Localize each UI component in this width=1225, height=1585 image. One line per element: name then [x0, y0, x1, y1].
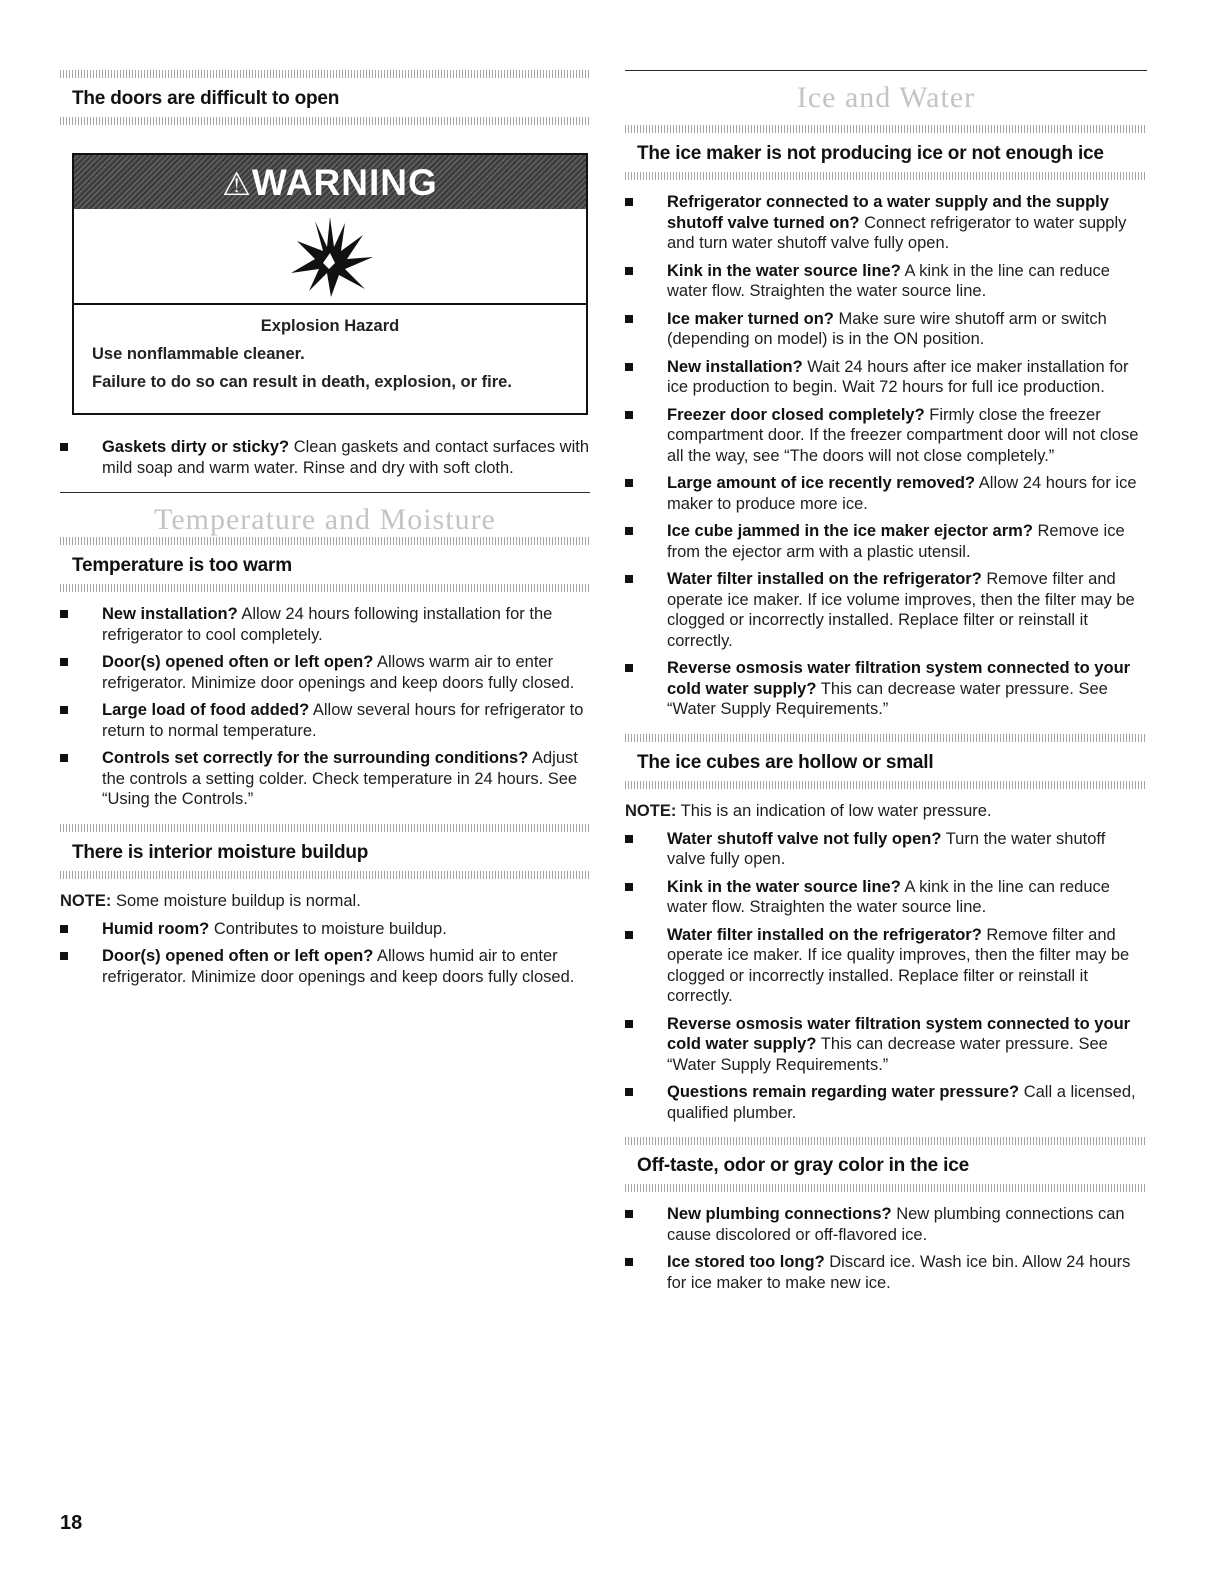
- hollow-heading-block: [625, 734, 1147, 789]
- item-question: Humid room?: [102, 919, 210, 938]
- dotted-rule: [60, 824, 590, 832]
- left-column: [60, 70, 590, 994]
- too-warm-heading: Temperature is too warm: [72, 555, 292, 576]
- item-question: Water filter installed on the refrigerator?: [667, 570, 982, 588]
- warning-text: [74, 305, 586, 413]
- list-item: [60, 700, 590, 741]
- item-answer: Wait 24 hours after ice maker installation for ice production to begin. Wait 72 hours for full ice production.: [667, 357, 1129, 396]
- item-answer: A kink in the line can reduce water flow. Straighten the water source line.: [667, 877, 1110, 916]
- dotted-rule: [60, 584, 590, 592]
- list-item: [625, 925, 1147, 1007]
- doors-list: [60, 437, 590, 478]
- note-text: Some moisture buildup is normal.: [115, 891, 361, 910]
- moisture-note: [60, 891, 590, 911]
- dotted-rule: [60, 871, 590, 879]
- explosion-icon: [285, 213, 375, 299]
- item-answer: Allows warm air to enter refrigerator. Minimize door openings and keep doors fully closed.: [102, 653, 575, 692]
- dotted-rule: [60, 70, 590, 78]
- item-question: Water filter installed on the refrigerator?: [667, 925, 982, 944]
- item-question: Reverse osmosis water filtration system connected to your cold water supply?: [667, 1014, 1131, 1053]
- item-question: New installation?: [667, 357, 803, 376]
- warning-line-1: Use nonflammable cleaner.: [92, 345, 305, 363]
- warning-line-2: Failure to do so can result in death, explosion, or fire.: [92, 373, 512, 391]
- too-warm-heading-block: [60, 537, 590, 592]
- list-item: [625, 405, 1147, 467]
- list-item: [60, 946, 590, 987]
- list-item: [625, 1082, 1147, 1123]
- item-answer: Allow 24 hours for ice maker to produce more ice.: [667, 474, 1137, 513]
- item-answer: Remove filter and operate ice maker. If ice volume improves, then the filter may be clogged or incorrectly installed. Replace filter or reinstall it correctly.: [667, 570, 1135, 650]
- list-item: [625, 829, 1147, 870]
- item-answer: This can decrease water pressure. See “Water Supply Requirements.”: [667, 1035, 1108, 1074]
- item-question: Controls set correctly for the surrounding conditions?: [102, 749, 529, 767]
- item-question: Gaskets dirty or sticky?: [102, 438, 290, 456]
- section-title-temperature: Temperature and Moisture: [60, 492, 590, 537]
- item-answer: Firmly close the freezer compartment door. If the freezer compartment door will not close all the way, see “The doors will not close completely.”: [667, 405, 1139, 465]
- note-label: NOTE:: [625, 801, 677, 820]
- not-producing-heading: The ice maker is not producing ice or not enough ice: [637, 143, 1104, 164]
- off-taste-list: [625, 1204, 1147, 1293]
- item-question: New installation?: [102, 605, 238, 623]
- dotted-rule: [625, 1137, 1147, 1145]
- list-item: [625, 877, 1147, 918]
- item-answer: Make sure wire shutoff arm or switch (depending on model) is in the ON position.: [667, 309, 1107, 348]
- list-item: [625, 569, 1147, 651]
- item-question: Refrigerator connected to a water supply and the supply shutoff valve turned on?: [667, 193, 1109, 232]
- item-question: Reverse osmosis water filtration system connected to your cold water supply?: [667, 659, 1131, 698]
- dotted-rule: [625, 1184, 1147, 1192]
- item-question: Ice cube jammed in the ice maker ejector arm?: [667, 522, 1033, 540]
- hollow-list: [625, 829, 1147, 1124]
- dotted-rule: [625, 125, 1147, 133]
- right-column: [625, 70, 1147, 1300]
- warning-title: WARNING: [251, 162, 438, 203]
- doors-heading-block: [60, 70, 590, 125]
- item-answer: Remove filter and operate ice maker. If ice quality improves, then the filter may be clogged or incorrectly installed. Replace filter or reinstall it correctly.: [667, 925, 1130, 1005]
- moisture-list: [60, 919, 590, 988]
- list-item: [625, 1252, 1147, 1293]
- item-question: Door(s) opened often or left open?: [102, 653, 374, 671]
- warning-hazard: Explosion Hazard: [260, 317, 400, 335]
- list-item: [60, 604, 590, 645]
- note-label: NOTE:: [60, 891, 112, 910]
- item-question: Large load of food added?: [102, 701, 310, 719]
- section-title-ice-water: Ice and Water: [625, 70, 1147, 115]
- item-answer: Connect refrigerator to water supply and turn water shutoff valve fully open.: [667, 213, 1127, 252]
- item-answer: Contributes to moisture buildup.: [213, 919, 447, 938]
- item-answer: Adjust the controls a setting colder. Check temperature in 24 hours. See “Using the Controls.”: [102, 749, 578, 808]
- list-item: [625, 521, 1147, 562]
- moisture-heading: There is interior moisture buildup: [72, 841, 369, 863]
- item-question: Freezer door closed completely?: [667, 405, 925, 424]
- list-item: [60, 919, 590, 940]
- dotted-rule: [60, 537, 590, 545]
- item-question: Kink in the water source line?: [667, 261, 901, 280]
- too-warm-list: [60, 604, 590, 810]
- item-question: New plumbing connections?: [667, 1205, 892, 1223]
- item-answer: A kink in the line can reduce water flow. Straighten the water source line.: [667, 261, 1110, 300]
- item-answer: Remove ice from the ejector arm with a plastic utensil.: [667, 522, 1125, 561]
- page-number: 18: [60, 1512, 83, 1534]
- explosion-icon-area: [74, 209, 586, 305]
- item-question: Large amount of ice recently removed?: [667, 474, 976, 492]
- warning-header: [74, 155, 586, 209]
- dotted-rule: [625, 781, 1147, 789]
- item-question: Questions remain regarding water pressure?: [667, 1083, 1020, 1101]
- list-item: [625, 1204, 1147, 1245]
- item-answer: Discard ice. Wash ice bin. Allow 24 hours for ice maker to make new ice.: [667, 1253, 1131, 1292]
- dotted-rule: [625, 734, 1147, 742]
- list-item: [625, 261, 1147, 302]
- item-answer: New plumbing connections can cause discolored or off-flavored ice.: [667, 1205, 1125, 1244]
- item-question: Ice stored too long?: [667, 1253, 825, 1271]
- list-item: [60, 437, 590, 478]
- list-item: [625, 658, 1147, 720]
- item-question: Water shutoff valve not fully open?: [667, 829, 942, 848]
- item-answer: This can decrease water pressure. See “Water Supply Requirements.”: [667, 679, 1108, 718]
- item-answer: Allow 24 hours following installation for the refrigerator to cool completely.: [102, 605, 553, 644]
- warning-triangle-icon: ⚠: [222, 166, 252, 202]
- dotted-rule: [625, 172, 1147, 180]
- list-item: [625, 1014, 1147, 1076]
- item-answer: Turn the water shutoff valve fully open.: [667, 829, 1106, 868]
- off-taste-heading: Off-taste, odor or gray color in the ice: [637, 1155, 969, 1176]
- not-producing-list: [625, 192, 1147, 720]
- list-item: [60, 748, 590, 810]
- item-answer: Call a licensed, qualified plumber.: [667, 1083, 1136, 1122]
- moisture-heading-block: [60, 824, 590, 879]
- item-question: Door(s) opened often or left open?: [102, 947, 374, 965]
- list-item: [625, 473, 1147, 514]
- not-producing-heading-block: [625, 125, 1147, 180]
- item-answer: Allows humid air to enter refrigerator. Minimize door openings and keep doors fully closed.: [102, 947, 575, 986]
- list-item: [625, 309, 1147, 350]
- warning-box: [72, 153, 588, 415]
- item-answer: Allow several hours for refrigerator to return to normal temperature.: [102, 701, 584, 740]
- list-item: [625, 192, 1147, 254]
- item-answer: Clean gaskets and contact surfaces with mild soap and warm water. Rinse and dry with soft cloth.: [102, 438, 590, 477]
- list-item: [60, 652, 590, 693]
- dotted-rule: [60, 117, 590, 125]
- hollow-heading: The ice cubes are hollow or small: [637, 751, 934, 773]
- list-item: [625, 357, 1147, 398]
- off-taste-heading-block: [625, 1137, 1147, 1192]
- hollow-note: [625, 801, 1147, 821]
- item-question: Kink in the water source line?: [667, 877, 901, 896]
- doors-heading: The doors are difficult to open: [72, 88, 340, 109]
- item-question: Ice maker turned on?: [667, 309, 834, 328]
- note-text: This is an indication of low water pressure.: [680, 801, 992, 820]
